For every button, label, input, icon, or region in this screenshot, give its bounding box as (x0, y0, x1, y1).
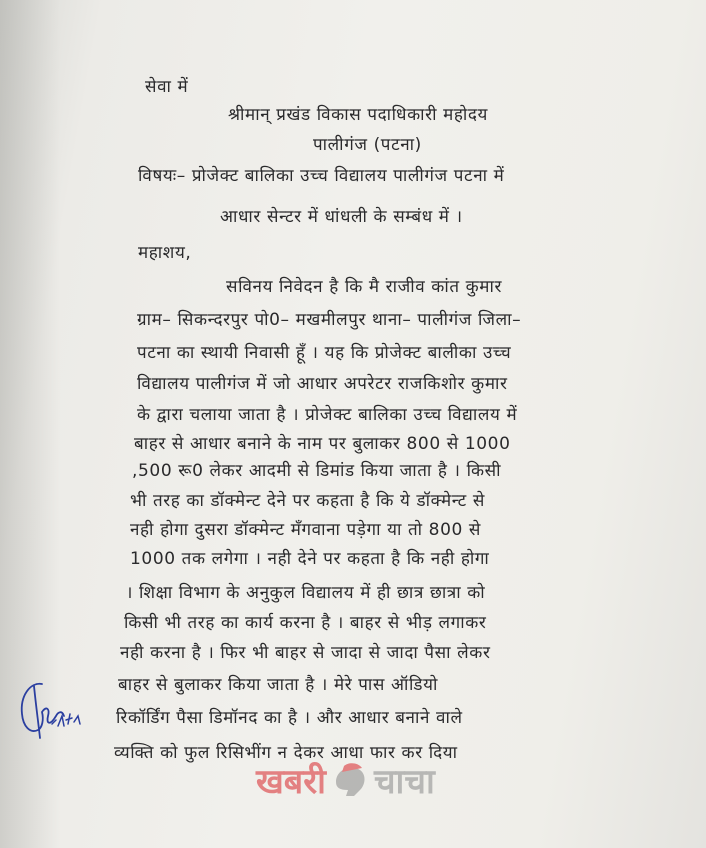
recipient-location: पालीगंज (पटना) (313, 135, 422, 155)
body-line-13: नही करना है । फिर भी बाहर से जादा से जादा पैसा लेकर (120, 643, 491, 663)
body-line-5: के द्वारा चलाया जाता है । प्रोजेक्ट बालिका उच्च विद्यालय में (137, 405, 518, 425)
signature (12, 676, 92, 746)
body-line-9: नही होगा दुसरा डॉक्मेन्ट मँगवाना पड़ेगा या तो 800 से (130, 520, 481, 540)
body-line-8: भी तरह का डॉक्मेन्ट देने पर कहता है कि ये डॉक्मेन्ट से (130, 491, 485, 511)
face-profile-icon (330, 762, 370, 798)
salutation-to: सेवा में (145, 77, 189, 97)
recipient-line: श्रीमान् प्रखंड विकास पदाधिकारी महोदय (228, 105, 488, 125)
body-line-2: ग्राम– सिकन्दरपुर पो0– मखमीलपुर थाना– पालीगंज जिला– (137, 310, 522, 330)
body-line-11: । शिक्षा विभाग के अनुकुल विद्यालय में ही छात्र छात्रा को (126, 583, 486, 603)
body-line-4: विद्यालय पालीगंज में जो आधार अपरेटर राजकिशोर कुमार (137, 374, 508, 394)
body-line-15: रिकॉर्डिंग पैसा डिमॉनद का है । और आधार बनाने वाले (116, 708, 463, 728)
subject-line-2: आधार सेन्टर में धांधली के सम्बंध में । (220, 207, 463, 227)
watermark-part-1: खबरी (256, 762, 326, 802)
body-line-7: ,500 रू0 लेकर आदमी से डिमांड किया जाता है । किसी (132, 461, 502, 481)
body-line-12: किसी भी तरह का कार्य करना है । बाहर से भीड़ लगाकर (124, 613, 487, 633)
watermark-logo (256, 758, 435, 802)
body-line-6: बाहर से आधार बनाने के नाम पर बुलाकर 800 से 1000 (134, 434, 511, 454)
body-line-3: पटना का स्थायी निवासी हूँ । यह कि प्रोजेक्ट बालीका उच्च (137, 343, 512, 363)
body-line-10: 1000 तक लगेगा । नही देने पर कहता है कि नही होगा (130, 549, 490, 569)
body-line-16: व्यक्ति को फुल रिसिभींग न देकर आधा फार कर दिया (114, 743, 458, 763)
greeting: महाशय, (138, 243, 192, 263)
subject-line-1: विषयः– प्रोजेक्ट बालिका उच्च विद्यालय पालीगंज पटना में (138, 166, 505, 186)
watermark-part-2: चाचा (373, 762, 435, 802)
body-line-1: सविनय निवेदन है कि मै राजीव कांत कुमार (226, 277, 503, 297)
body-line-14: बाहर से बुलाकर किया जाता है । मेरे पास ऑडियो (118, 675, 438, 695)
